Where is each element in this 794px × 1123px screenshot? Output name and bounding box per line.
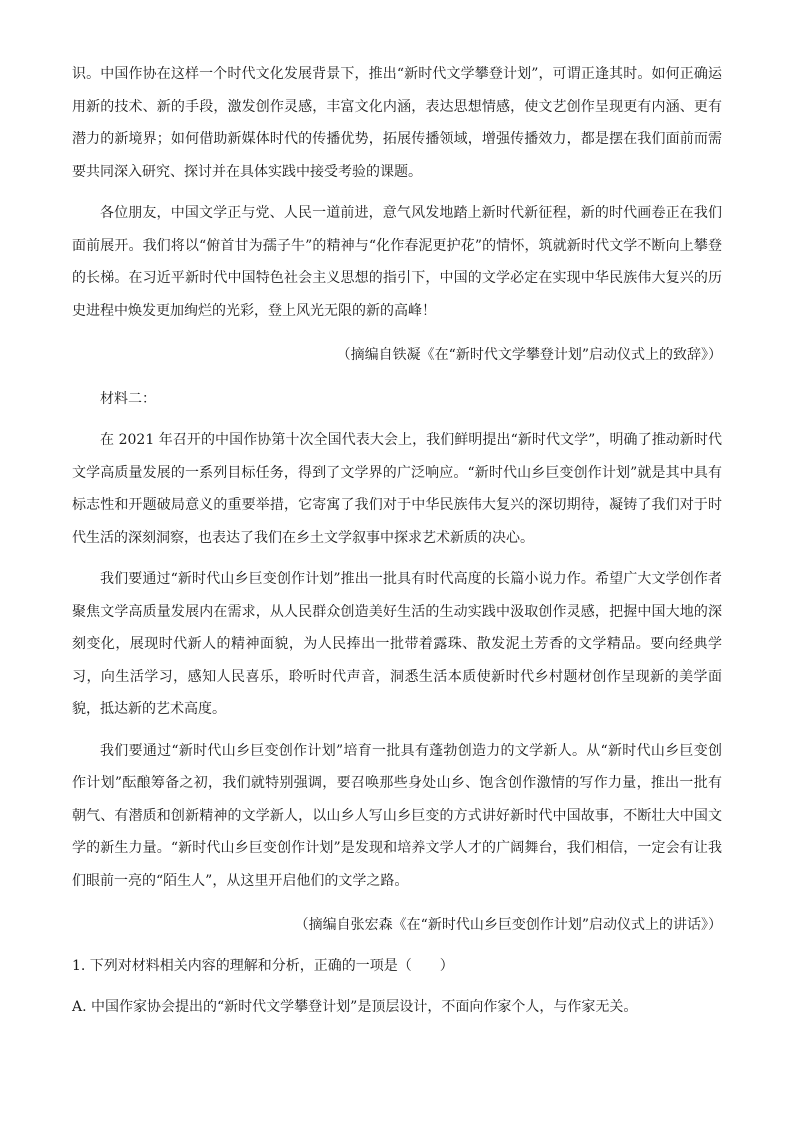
source-citation: （摘编自铁凝《在“新时代文学攀登计划”启动仪式上的致辞》）: [336, 347, 722, 363]
paragraph: 在 2021 年召开的中国作协第十次全国代表大会上，我们鲜明提出“新时代文学”，明确了推动新时代文学高质量发展的一系列目标任务，得到了文学界的广泛响应。“新时代山乡巨变创作计划”就是其中具有标志性和开题破局意义的重要举措，它寄寓了我们对于中华民族伟大复兴的深切期待，凝铸了我们对于时代生活的深刻洞察，也表达了我们在乡土文学叙事中探求艺术新质的决心。: [72, 432, 722, 546]
paragraph: 我们要通过“新时代山乡巨变创作计划”推出一批具有时代高度的长篇小说力作。希望广大文学创作者聚焦文学高质量发展内在需求，从人民群众创造美好生活的生动实践中汲取创作灵感，把握中国大地的深刻变化，展现时代新人的精神面貌，为人民捧出一批带着露珠、散发泥土芳香的文学精品。要向经典学习，向生活学习，感知人民喜乐，聆听时代声音，洞悉生活本质使新时代乡村题材创作呈现新的美学面貌，抵达新的艺术高度。: [72, 571, 722, 717]
question-stem: 1. 下列对材料相关内容的理解和分析，正确的一项是（ ）: [72, 958, 454, 974]
material-label: 材料二：: [100, 391, 156, 407]
source-citation: （摘编自张宏森《在“新时代山乡巨变创作计划”启动仪式上的讲话》）: [294, 917, 722, 933]
answer-option-a: A. 中国作家协会提出的“新时代文学攀登计划”是顶层设计，不面向作家个人，与作家无关。: [72, 999, 638, 1015]
document-page: [72, 58, 722, 1023]
paragraph: 各位朋友，中国文学正与党、人民一道前进，意气风发地踏上新时代新征程，新的时代画卷正在我们面前展开。我们将以“俯首甘为孺子牛”的精神与“化作春泥更护花”的情怀，筑就新时代文学不断向上攀登的长梯。在习近平新时代中国特色社会主义思想的指引下，中国的文学必定在实现中华民族伟大复兴的历史进程中焕发更加绚烂的光彩，登上风光无限的新的高峰！: [72, 205, 722, 319]
paragraph: 我们要通过“新时代山乡巨变创作计划”培育一批具有蓬勃创造力的文学新人。从“新时代山乡巨变创作计划”酝酿筹备之初，我们就特别强调，要召唤那些身处山乡、饱含创作激情的写作力量，推出一批有朝气、有潜质和创新精神的文学新人，以山乡人写山乡巨变的方式讲好新时代中国故事，不断壮大中国文学的新生力量。“新时代山乡巨变创作计划”是发现和培养文学人才的广阔舞台，我们相信，一定会有让我们眼前一亮的“陌生人”，从这里开启他们的文学之路。: [72, 742, 722, 889]
paragraph: 识。中国作协在这样一个时代文化发展背景下，推出“新时代文学攀登计划”，可谓正逢其时。如何正确运用新的技术、新的手段，激发创作灵感，丰富文化内涵，表达思想情感，使文艺创作呈现更有内涵、更有潜力的新境界；如何借助新媒体时代的传播优势，拓展传播领域，增强传播效力，都是摆在我们面前而需要共同深入研究、探讨并在具体实践中接受考验的课题。: [72, 66, 722, 180]
